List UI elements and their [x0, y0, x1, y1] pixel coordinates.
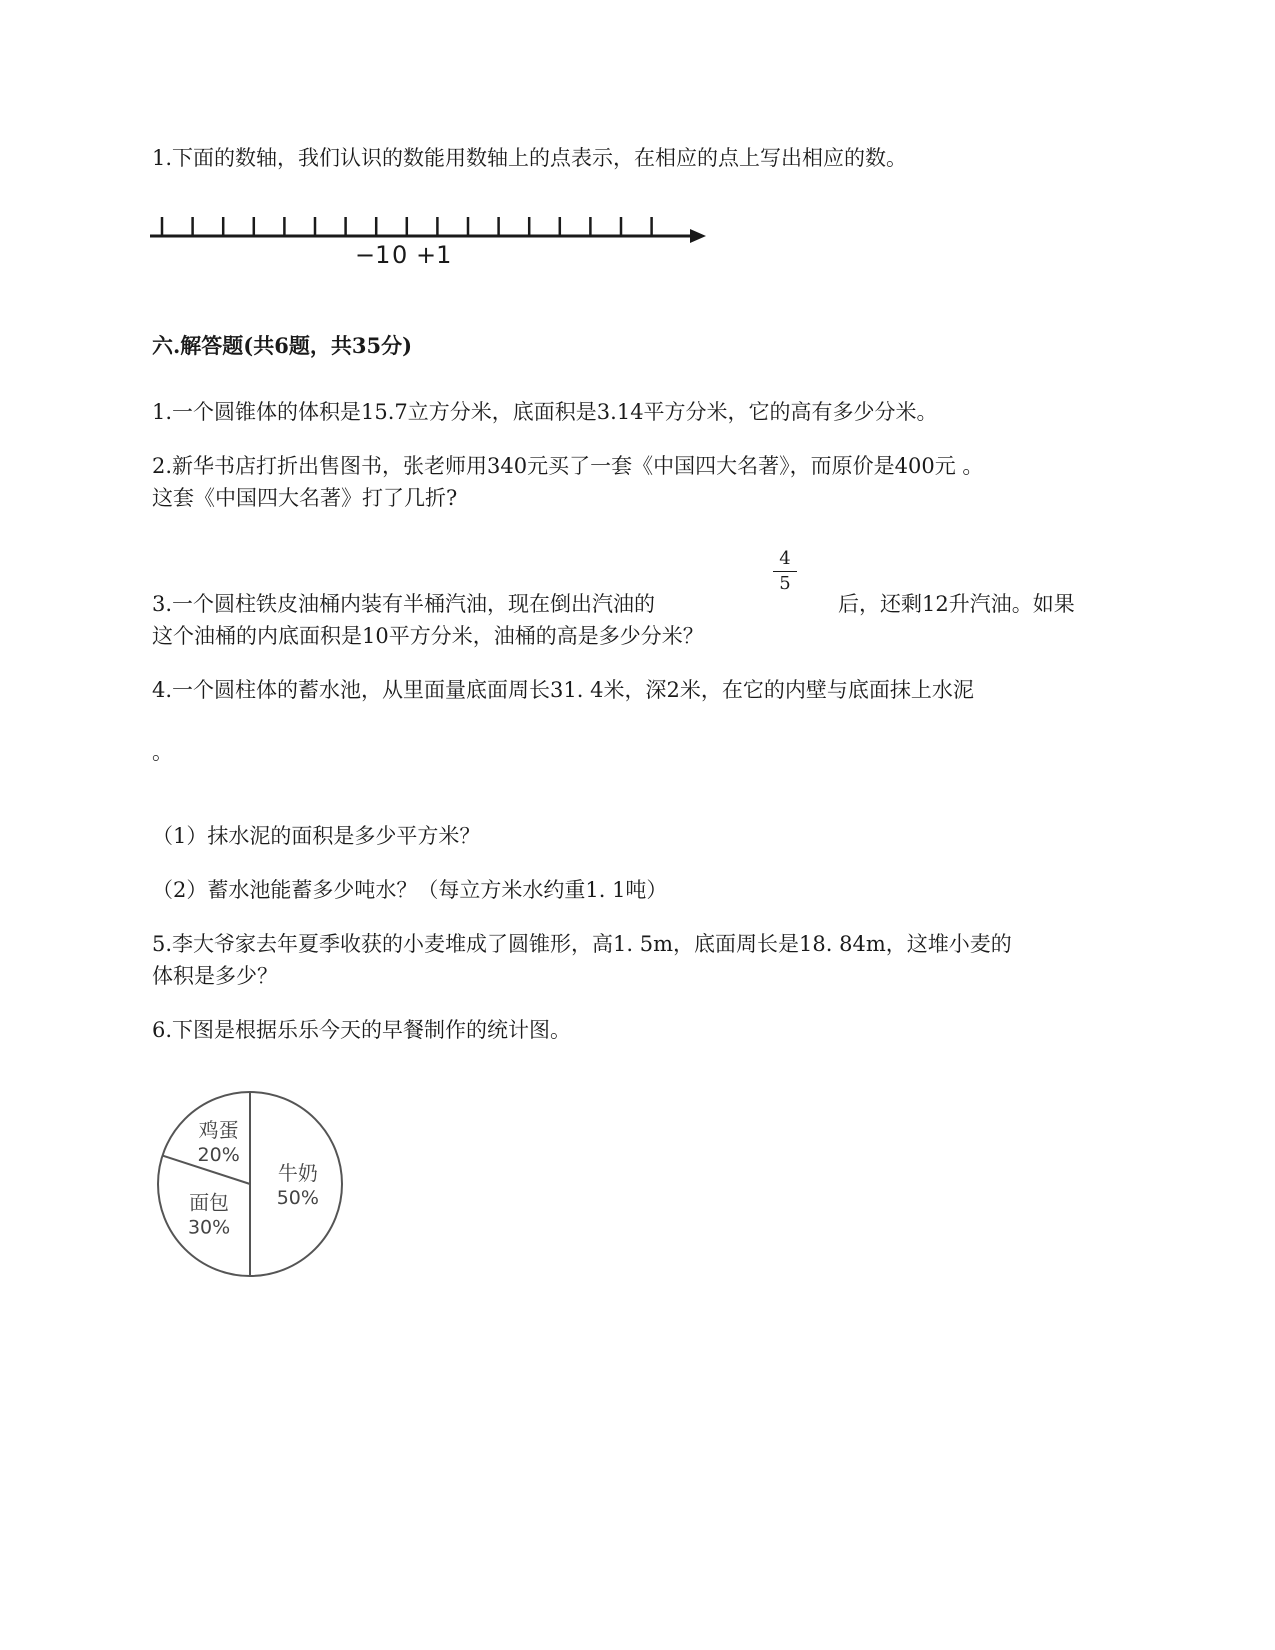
fraction-numerator: 4: [779, 548, 791, 569]
breakfast-pie-chart: [150, 1082, 370, 1292]
question-4-sub-2: （2）蓄水池能蓄多少吨水？（每立方米水约重1. 1吨）: [152, 878, 668, 902]
pie-slice-category-label: 牛奶: [277, 1161, 318, 1185]
question-6: 6.下图是根据乐乐今天的早餐制作的统计图。: [152, 1018, 572, 1042]
pie-slice-percent-label: 30%: [187, 1216, 231, 1239]
question-5-line-2: 体积是多少？: [152, 964, 278, 988]
section-heading: 六.解答题(共6题，共35分): [152, 333, 413, 358]
question-4-line-1: 4.一个圆柱体的蓄水池，从里面量底面周长31. 4米，深2米，在它的内壁与底面抹上水泥: [152, 678, 974, 702]
numberline-question: 1.下面的数轴，我们认识的数能用数轴上的点表示，在相应的点上写出相应的数。: [152, 146, 908, 170]
pie-slice-category-label: 鸡蛋: [198, 1117, 239, 1142]
question-2-line-1: 2.新华书店打折出售图书，张老师用340元买了一套《中国四大名著》，而原价是400元 。: [152, 454, 984, 478]
question-1: 1.一个圆锥体的体积是15.7立方分米，底面积是3.14平方分米，它的高有多少分米。: [152, 400, 938, 424]
question-4-period: 。: [152, 740, 173, 764]
label-plus-one: +1: [416, 241, 452, 269]
label-minus-one: −1: [355, 241, 391, 269]
question-3-after-fraction: 后，还剩12升汽油。如果: [838, 592, 1075, 616]
label-zero: 0: [392, 241, 408, 269]
fraction-denominator: 5: [779, 573, 791, 594]
pie-slice-category-label: 面包: [189, 1190, 230, 1215]
question-3-line-2: 这个油桶的内底面积是10平方分米，油桶的高是多少分米？: [152, 624, 704, 648]
pie-slice-percent-label: 20%: [197, 1143, 240, 1166]
number-line: [140, 205, 720, 275]
question-2-line-2: 这套《中国四大名著》打了几折?: [152, 486, 458, 510]
number-line-arrow: [690, 229, 706, 243]
pie-slice-percent-label: 50%: [276, 1187, 319, 1209]
fraction-four-fifths: [773, 548, 797, 595]
question-3-before-fraction: 3.一个圆柱铁皮油桶内装有半桶汽油，现在倒出汽油的: [152, 592, 656, 616]
question-5-line-1: 5.李大爷家去年夏季收获的小麦堆成了圆锥形，高1. 5m，底面周长是18. 84m，这堆小麦的: [152, 932, 1012, 956]
question-4-sub-1: （1）抹水泥的面积是多少平方米？: [152, 824, 481, 848]
number-line-ticks: [162, 217, 652, 236]
